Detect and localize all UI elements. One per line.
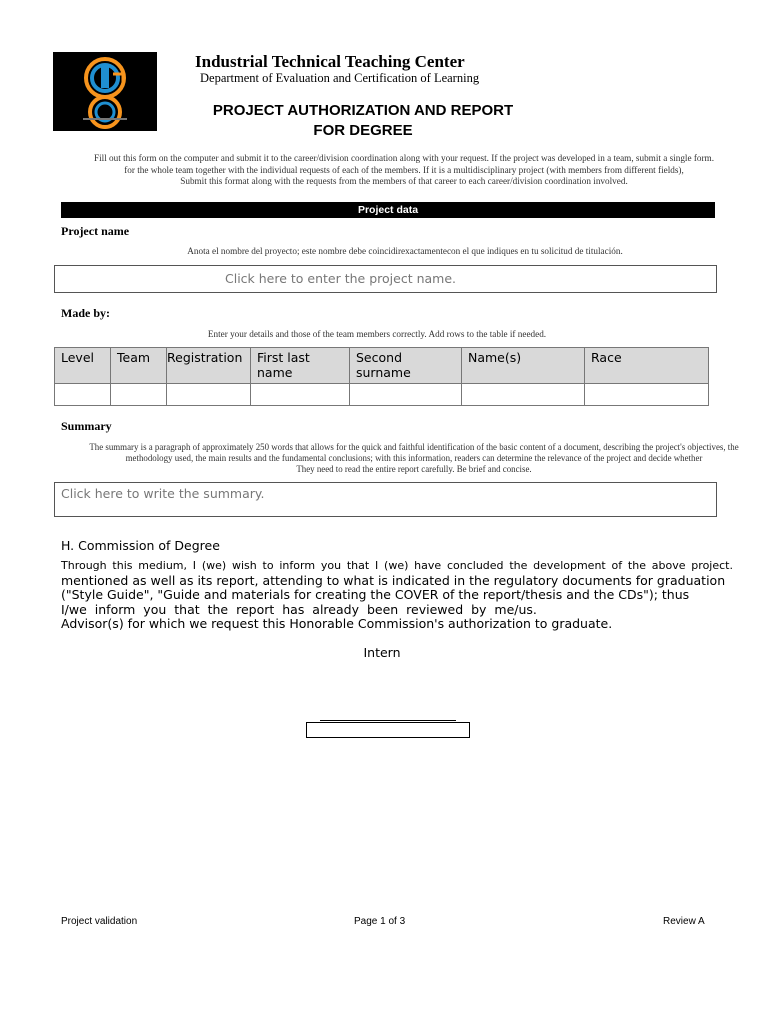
made-by-label: Made by:: [61, 306, 110, 320]
cell-first-last-name[interactable]: [251, 384, 350, 406]
instructions-line-1: Fill out this form on the computer and submit it to the career/division coordination along with your request. If the project was developed in a team, submit a single form.: [93, 153, 715, 163]
column-header-second-surname: Second surname: [350, 348, 462, 384]
summary-hint-line-3: They need to read the entire report carefully. Be brief and concise.: [296, 464, 532, 474]
commission-line-1: Through this medium, I (we) wish to inform you that I (we) have concluded the development of the above project.: [61, 559, 733, 572]
made-by-hint: Enter your details and those of the team members correctly. Add rows to the table if needed.: [207, 329, 547, 339]
project-name-field[interactable]: [54, 265, 717, 293]
document-title: [0, 101, 726, 141]
commission-line-2: mentioned as well as its report, attending to what is indicated in the regulatory documents for graduation: [61, 572, 726, 588]
column-header-race: Race: [585, 348, 709, 384]
column-header-registration: Registration: [167, 348, 251, 384]
signature-field[interactable]: [306, 722, 470, 738]
summary-label: Summary: [61, 419, 112, 433]
summary-field[interactable]: [54, 482, 717, 517]
department-name: Department of Evaluation and Certification of Learning: [200, 71, 480, 85]
page-number: Page 1 of 3: [354, 916, 406, 927]
title-line-2: FOR DEGREE: [313, 122, 413, 139]
footer-right: Review A: [663, 916, 705, 927]
column-header-team: Team: [111, 348, 167, 384]
column-header-level: Level: [55, 348, 111, 384]
cell-race[interactable]: [585, 384, 709, 406]
project-data-bar: Project data: [61, 202, 715, 218]
signature-line: [320, 720, 456, 721]
cell-registration[interactable]: [167, 384, 251, 406]
project-name-hint: Anota el nombre del proyecto; este nombre debe coincidirexactamentecon el que indiques en tu solicitud de titulación.: [187, 246, 623, 256]
cell-second-surname[interactable]: [350, 384, 462, 406]
summary-hint-line-2: methodology used, the main results and the fundamental conclusions; with this information, readers can determine the relevance of the project and decide whether: [125, 453, 703, 463]
summary-hint: [60, 442, 768, 475]
project-name-label: Project name: [61, 224, 130, 238]
cell-team[interactable]: [111, 384, 167, 406]
title-line-1: PROJECT AUTHORIZATION AND REPORT: [212, 102, 514, 119]
team-members-table: [54, 347, 709, 406]
summary-hint-line-1: The summary is a paragraph of approximately 250 words that allows for the quick and faithful identification of the basic content of a document, describing the project's objectives, the: [89, 442, 739, 452]
commission-line-3: ("Style Guide", "Guide and materials for creating the COVER of the report/thesis and the CDs"); thus: [61, 587, 690, 603]
column-header-names: Name(s): [462, 348, 585, 384]
commission-body: [61, 559, 733, 632]
commission-line-4: I/we inform you that the report has already been reviewed by me/us.: [61, 601, 537, 617]
cell-level[interactable]: [55, 384, 111, 406]
commission-line-5: Advisor(s) for which we request this Honorable Commission's authorization to graduate.: [61, 616, 613, 632]
instructions-line-3: Submit this format along with the requests from the members of that career to each career/division coordination involved.: [180, 176, 628, 186]
table-header-row: [55, 348, 709, 384]
organization-name: Industrial Technical Teaching Center: [195, 52, 465, 71]
instructions-line-2: for the whole team together with the individual requests of each of the members. If it is a multidisciplinary project (with members from different fields),: [124, 164, 684, 175]
commission-heading: H. Commission of Degree: [61, 538, 220, 553]
footer-left: Project validation: [61, 916, 138, 927]
cell-names[interactable]: [462, 384, 585, 406]
instructions: [40, 153, 768, 188]
summary-placeholder: Click here to write the summary.: [61, 486, 265, 501]
table-row: [55, 384, 709, 406]
signer-label: Intern: [363, 645, 401, 660]
column-header-first-last-name: First last name: [251, 348, 350, 384]
project-name-placeholder: Click here to enter the project name.: [225, 271, 457, 286]
